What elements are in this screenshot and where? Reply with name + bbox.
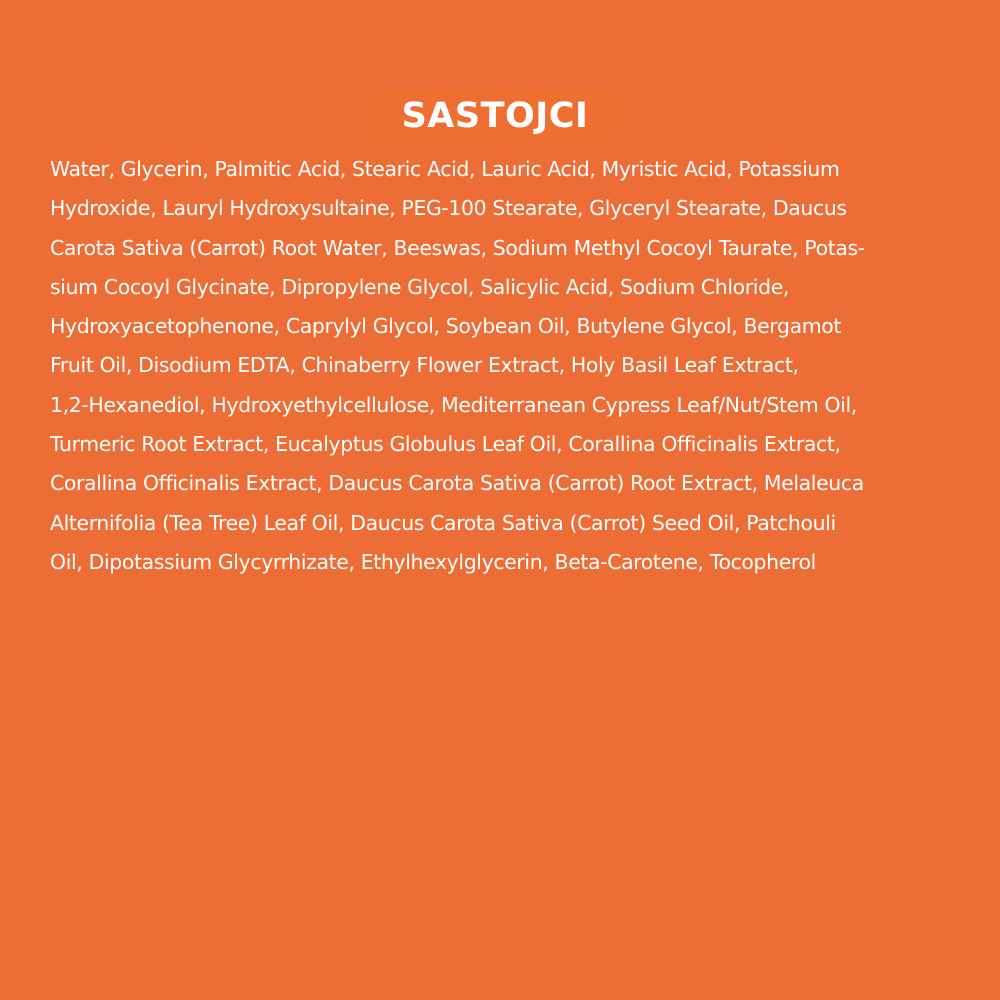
- page-title: SASTOJCI: [401, 95, 589, 136]
- ingredients-line: sium Cocoyl Glycinate, Dipropylene Glycol, Salicylic Acid, Sodium Chloride,: [50, 274, 790, 299]
- ingredients-line: Turmeric Root Extract, Eucalyptus Globulus Leaf Oil, Corallina Officinalis Extract,: [50, 432, 841, 457]
- ingredients-line: Fruit Oil, Disodium EDTA, Chinaberry Flower Extract, Holy Basil Leaf Extract,: [50, 353, 799, 378]
- ingredients-line: Carota Sativa (Carrot) Root Water, Beeswas, Sodium Methyl Cocoyl Taurate, Potas-: [50, 235, 865, 260]
- ingredients-line: Oil, Dipotassium Glycyrrhizate, Ethylhexylglycerin, Beta-Carotene, Tocopherol: [50, 549, 816, 574]
- title-banner: [370, 90, 620, 142]
- ingredients-line: Hydroxyacetophenone, Caprylyl Glycol, Soybean Oil, Butylene Glycol, Bergamot: [50, 314, 842, 339]
- ingredients-line: Water, Glycerin, Palmitic Acid, Stearic Acid, Lauric Acid, Myristic Acid, Potassium: [50, 157, 840, 181]
- ingredients-line: 1,2-Hexanediol, Hydroxyethylcellulose, Mediterranean Cypress Leaf/Nut/Stem Oil,: [50, 392, 857, 417]
- ingredients-line: Alternifolia (Tea Tree) Leaf Oil, Daucus Carota Sativa (Carrot) Seed Oil, Patchouli: [50, 510, 836, 535]
- ingredients-line: Corallina Officinalis Extract, Daucus Carota Sativa (Carrot) Root Extract, Melaleuca: [50, 471, 864, 496]
- ingredients-list: [50, 150, 955, 582]
- ingredients-line: Hydroxide, Lauryl Hydroxysultaine, PEG-100 Stearate, Glyceryl Stearate, Daucus: [50, 196, 847, 221]
